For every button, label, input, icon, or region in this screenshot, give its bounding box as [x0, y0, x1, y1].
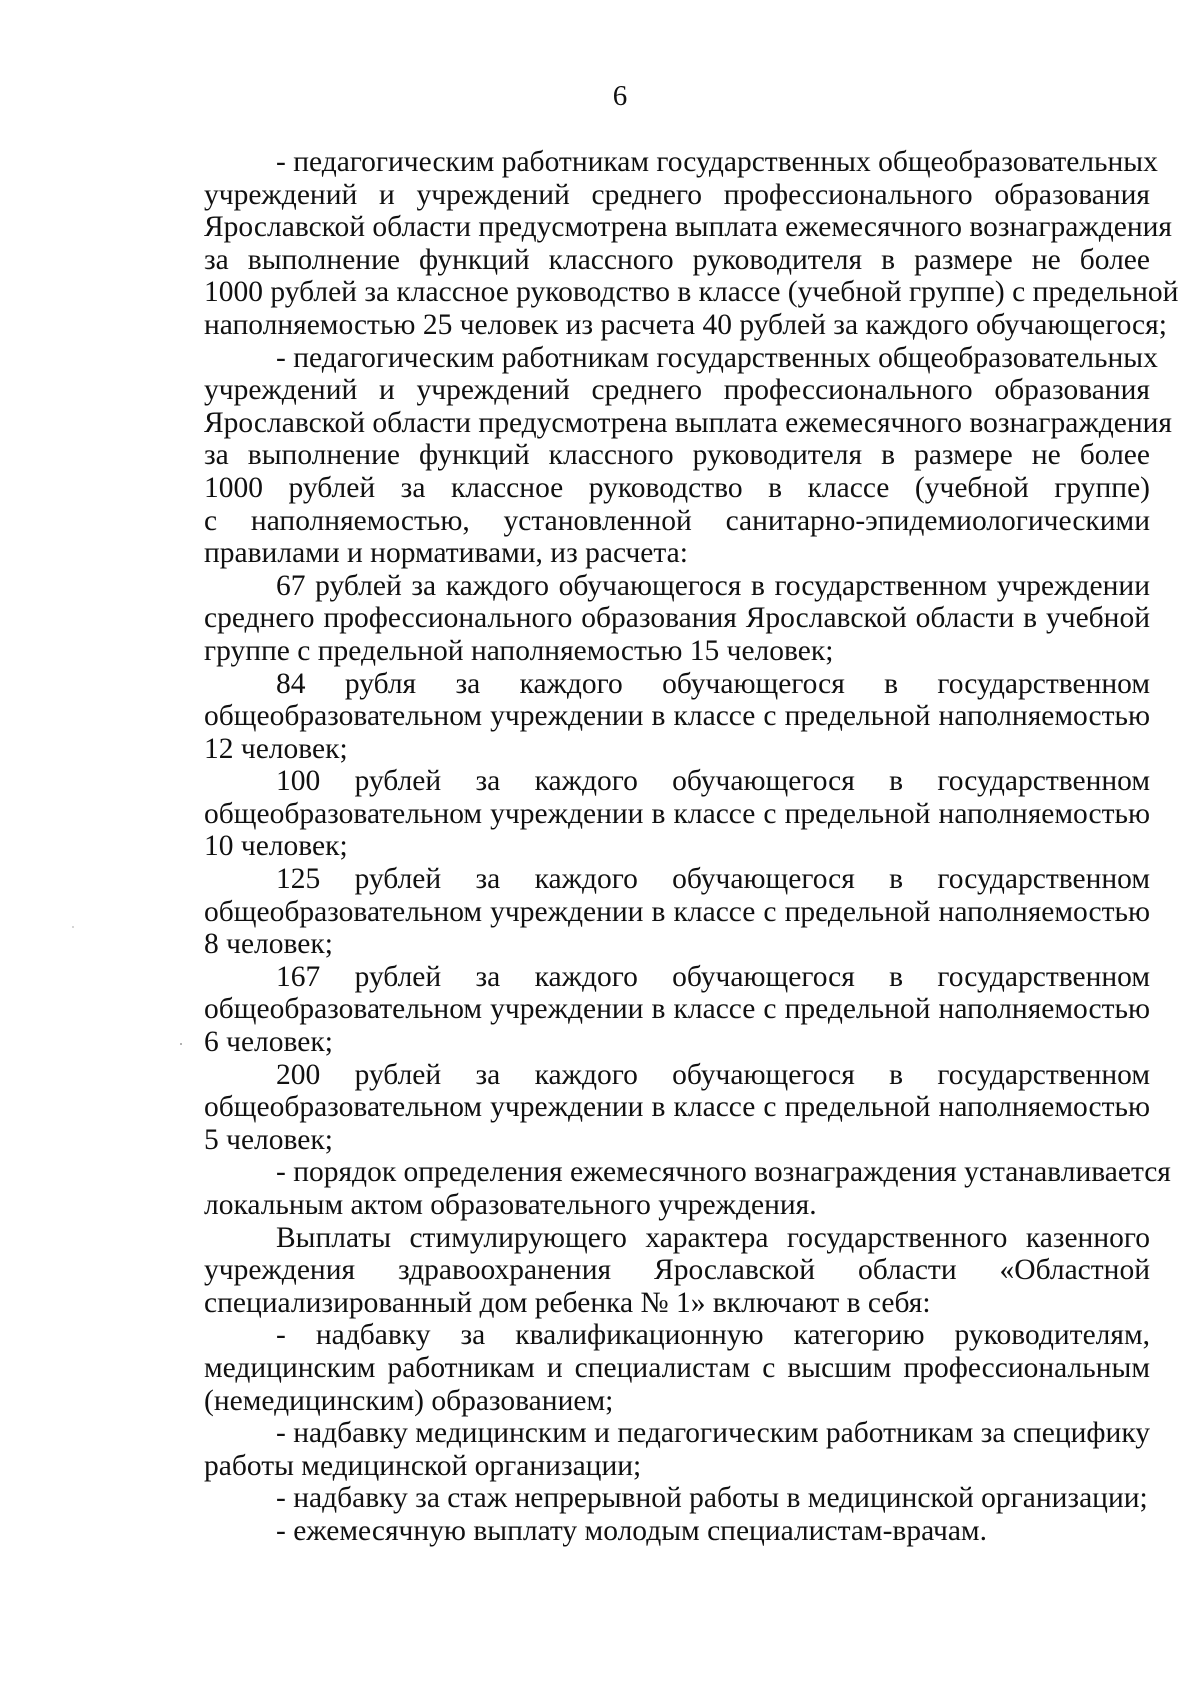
- text-line: - ежемесячную выплату молодым специалистам-врачам.: [276, 1514, 987, 1547]
- text-line: за выполнение функций классного руководителя в размере не более: [204, 439, 1150, 472]
- paragraph: [204, 341, 1172, 570]
- text-line: 67 рублей за каждого обучающегося в государственном учреждении: [276, 569, 1150, 602]
- paragraph: [204, 570, 1150, 668]
- text-line: - педагогическим работникам государственных общеобразовательных: [276, 146, 1158, 178]
- text-line: учреждения здравоохранения Ярославской области «Областной: [204, 1254, 1150, 1287]
- text-line: медицинским работникам и специалистам с высшим профессиональным: [204, 1351, 1150, 1384]
- document-body: [204, 146, 1179, 1548]
- text-line: за выполнение функций классного руководителя в размере не более: [204, 243, 1150, 276]
- text-line: учреждений и учреждений среднего профессионального образования: [204, 374, 1150, 407]
- paragraph: [204, 146, 1179, 342]
- paragraph: [204, 765, 1150, 863]
- paragraph: [204, 961, 1150, 1059]
- text-line: локальным актом образовательного учреждения.: [204, 1189, 817, 1221]
- text-line: общеобразовательном учреждении в классе с предельной наполняемостью: [204, 797, 1150, 830]
- text-line: общеобразовательном учреждении в классе с предельной наполняемостью: [204, 895, 1150, 928]
- text-line: - надбавку за квалификационную категорию руководителям,: [276, 1319, 1150, 1352]
- text-line: Ярославской области предусмотрена выплата ежемесячного вознаграждения: [204, 406, 1172, 439]
- text-line: наполняемостью 25 человек из расчета 40 рублей за каждого обучающегося;: [204, 308, 1167, 341]
- text-line: 200 рублей за каждого обучающегося в государственном: [276, 1058, 1150, 1091]
- text-line: 5 человек;: [204, 1123, 333, 1156]
- text-line: учреждений и учреждений среднего профессионального образования: [204, 178, 1150, 211]
- text-line: Ярославской области предусмотрена выплата ежемесячного вознаграждения: [204, 211, 1172, 244]
- text-line: с наполняемостью, установленной санитарно-эпидемиологическими: [204, 504, 1150, 537]
- paragraph: [204, 863, 1150, 961]
- text-line: 167 рублей за каждого обучающегося в государственном: [276, 960, 1150, 993]
- page-number: 6: [612, 80, 628, 112]
- paragraph: [204, 1059, 1150, 1157]
- text-line: 84 рубля за каждого обучающегося в государственном: [276, 667, 1150, 700]
- paragraph: [204, 1515, 1150, 1548]
- paragraph: [204, 1156, 1171, 1221]
- text-line: 8 человек;: [204, 928, 333, 961]
- text-line: работы медицинской организации;: [204, 1449, 642, 1482]
- text-line: Выплаты стимулирующего характера государственного казенного: [276, 1221, 1150, 1254]
- paragraph: [204, 668, 1150, 766]
- text-line: специализированный дом ребенка № 1» включают в себя:: [204, 1286, 931, 1319]
- text-line: (немедицинским) образованием;: [204, 1384, 614, 1417]
- paragraph: [204, 1417, 1150, 1482]
- text-line: 125 рублей за каждого обучающегося в государственном: [276, 863, 1150, 896]
- text-line: 1000 рублей за классное руководство в классе (учебной группе): [204, 471, 1150, 504]
- text-line: 100 рублей за каждого обучающегося в государственном: [276, 765, 1150, 798]
- text-line: - надбавку за стаж непрерывной работы в медицинской организации;: [276, 1482, 1148, 1515]
- scan-speck: [72, 926, 74, 928]
- text-line: 1000 рублей за классное руководство в классе (учебной группе) с предельной: [204, 276, 1179, 309]
- scan-speck: [180, 1043, 182, 1045]
- text-line: 10 человек;: [204, 830, 348, 863]
- text-line: 12 человек;: [204, 732, 348, 765]
- text-line: - педагогическим работникам государственных общеобразовательных: [276, 341, 1158, 374]
- text-line: правилами и нормативами, из расчета:: [204, 537, 688, 570]
- paragraph: [204, 1482, 1150, 1515]
- text-line: группе с предельной наполняемостью 15 человек;: [204, 634, 834, 667]
- text-line: 6 человек;: [204, 1026, 333, 1059]
- paragraph: [204, 1222, 1150, 1320]
- text-line: среднего профессионального образования Ярославской области в учебной: [204, 602, 1150, 635]
- text-line: общеобразовательном учреждении в классе с предельной наполняемостью: [204, 700, 1150, 733]
- text-line: - порядок определения ежемесячного вознаграждения устанавливается: [276, 1156, 1171, 1189]
- paragraph: [204, 1319, 1150, 1417]
- text-line: общеобразовательном учреждении в классе с предельной наполняемостью: [204, 993, 1150, 1026]
- text-line: общеобразовательном учреждении в классе с предельной наполняемостью: [204, 1091, 1150, 1124]
- text-line: - надбавку медицинским и педагогическим работникам за специфику: [276, 1417, 1150, 1450]
